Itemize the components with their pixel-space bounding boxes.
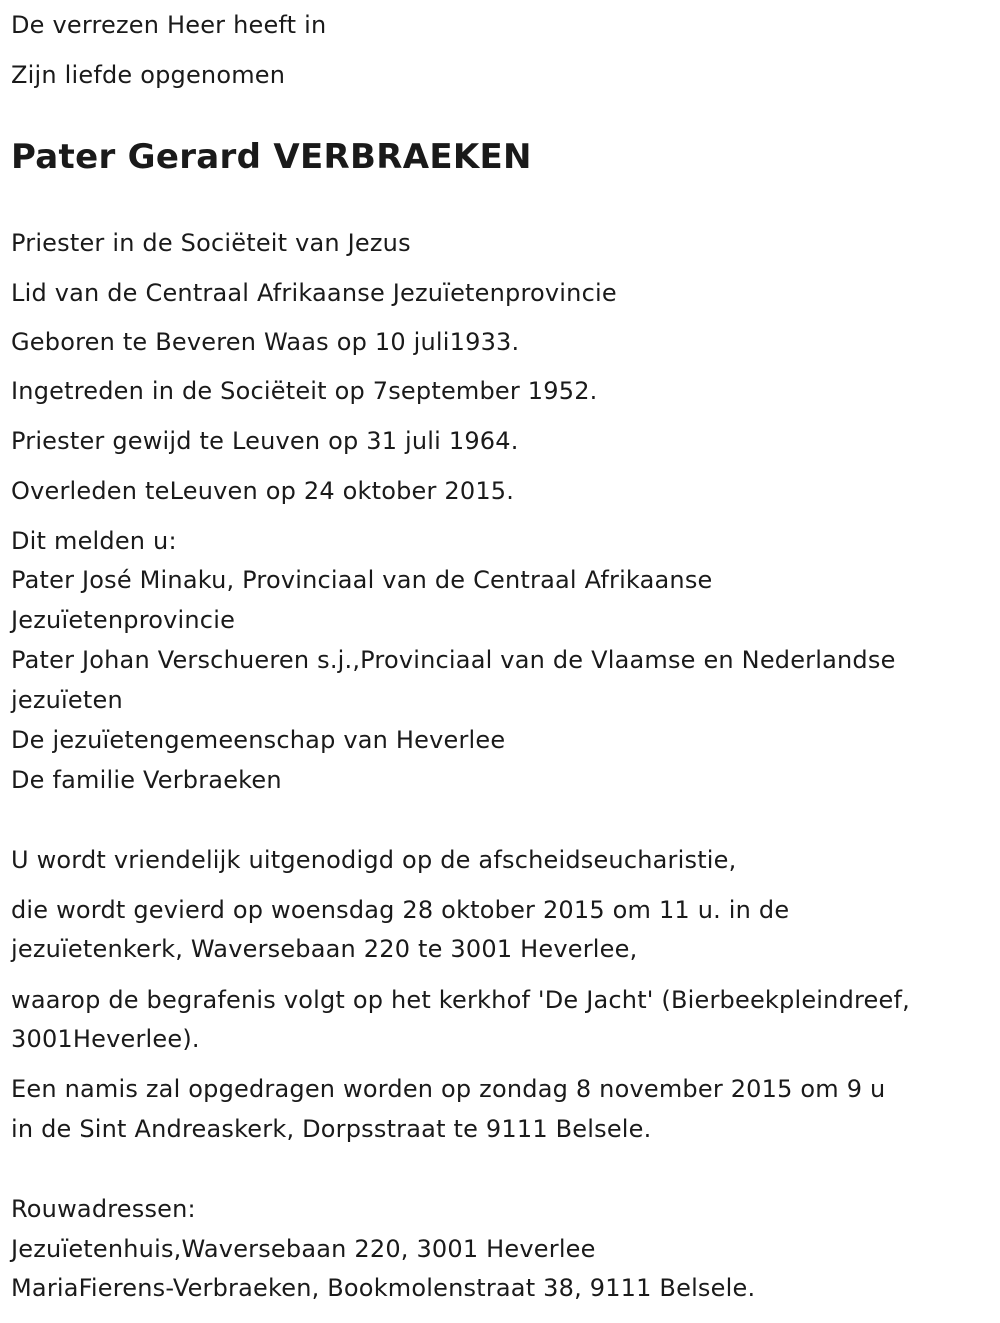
address-line: Jezuïetenhuis,Waversebaan 220, 3001 Heverlee — [11, 1235, 596, 1263]
announcer-line: jezuïeten — [11, 686, 123, 714]
announcer-line: Jezuïetenprovincie — [11, 606, 236, 634]
bio-line: Overleden teLeuven op 24 oktober 2015. — [11, 477, 515, 505]
ceremony-line: 3001Heverlee). — [11, 1025, 200, 1053]
ceremony-line: jezuïetenkerk, Waversebaan 220 te 3001 Heverlee, — [11, 935, 638, 963]
bio-line: Geboren te Beveren Waas op 10 juli1933. — [11, 328, 520, 356]
announcer-line: De jezuïetengemeenschap van Heverlee — [11, 726, 506, 754]
announcer-line: De familie Verbraeken — [11, 766, 282, 794]
bio-line: Priester gewijd te Leuven op 31 juli 1964. — [11, 427, 519, 455]
announcers-heading: Dit melden u: — [11, 527, 177, 555]
intro-line-1: De verrezen Heer heeft in — [11, 11, 327, 39]
intro-line-2: Zijn liefde opgenomen — [11, 61, 286, 89]
ceremony-line: Een namis zal opgedragen worden op zondag 8 november 2015 om 9 u — [11, 1075, 886, 1103]
bio-line: Priester in de Sociëteit van Jezus — [11, 229, 411, 257]
deceased-name: Pater Gerard VERBRAEKEN — [11, 137, 532, 177]
ceremony-line: U wordt vriendelijk uitgenodigd op de afscheidseucharistie, — [11, 846, 737, 874]
address-line: MariaFierens-Verbraeken, Bookmolenstraat 38, 9111 Belsele. — [11, 1274, 756, 1302]
bio-line: Ingetreden in de Sociëteit op 7september 1952. — [11, 377, 598, 405]
ceremony-line: waarop de begrafenis volgt op het kerkhof 'De Jacht' (Bierbeekpleindreef, — [11, 986, 910, 1014]
announcer-line: Pater Johan Verschueren s.j.,Provinciaal van de Vlaamse en Nederlandse — [11, 646, 896, 674]
addresses-heading: Rouwadressen: — [11, 1195, 196, 1223]
announcer-line: Pater José Minaku, Provinciaal van de Centraal Afrikaanse — [11, 566, 713, 594]
bio-line: Lid van de Centraal Afrikaanse Jezuïetenprovincie — [11, 279, 617, 307]
ceremony-line: in de Sint Andreaskerk, Dorpsstraat te 9111 Belsele. — [11, 1115, 652, 1143]
ceremony-line: die wordt gevierd op woensdag 28 oktober 2015 om 11 u. in de — [11, 896, 790, 924]
